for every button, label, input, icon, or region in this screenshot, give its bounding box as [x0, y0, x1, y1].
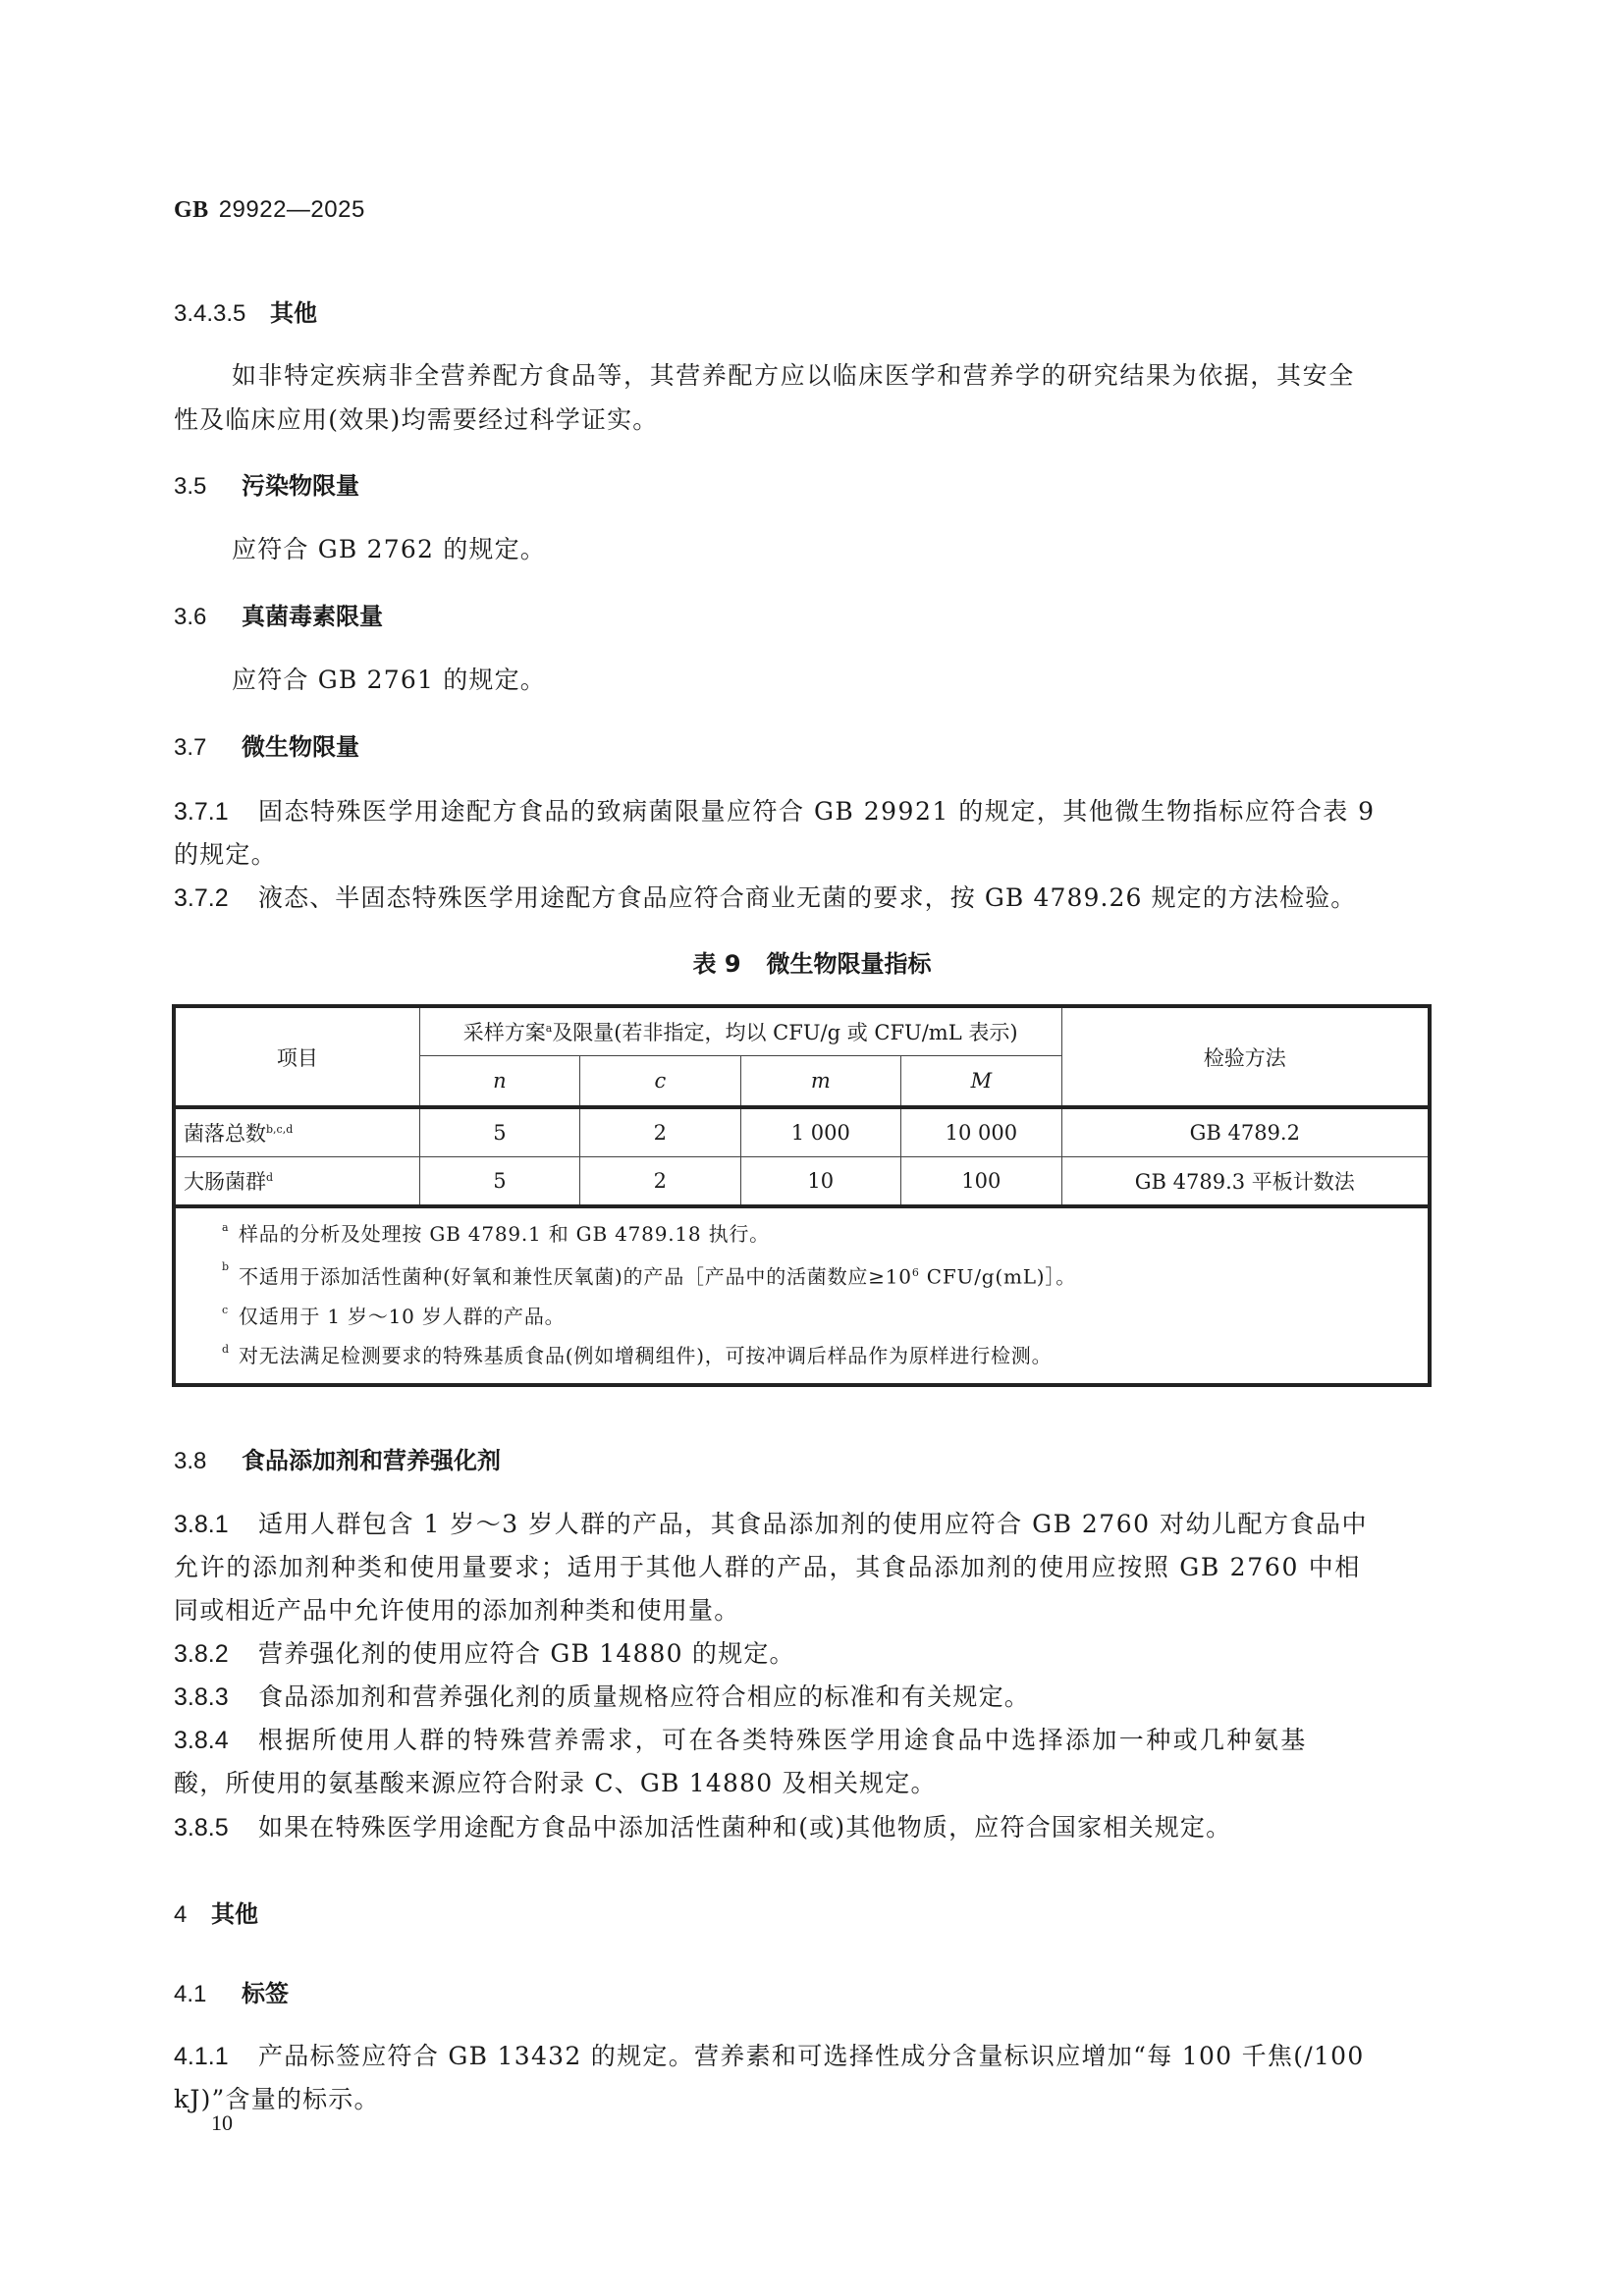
footnote-b: b 不适用于添加活性菌种(好氧和兼性厌氧菌)的产品［产品中的活菌数应$\ge 10^6$ CFU/g(mL)］。 [222, 1260, 1077, 1289]
table-row [174, 1107, 1430, 1157]
col-header-c: c [580, 1056, 740, 1108]
table-9-caption-number: 表 9 [692, 950, 741, 978]
cell-c: 2 [580, 1107, 740, 1157]
cell-n: 5 [419, 1107, 579, 1157]
table-9-caption [0, 944, 1624, 979]
section-3-5-text: 应符合 GB 2762 的规定。 [232, 535, 547, 563]
section-3-8-1-line-2: 允许的添加剂种类和使用量要求；适用于其他人群的产品，其食品添加剂的使用应按照 GB 2760 中相 [174, 1553, 1362, 1581]
section-3-8-2: 3.8.2 营养强化剂的使用应符合 GB 14880 的规定。 [174, 1639, 795, 1668]
cell-m: 1 000 [740, 1107, 901, 1157]
section-4-1-heading: 4.1 标签 [174, 1980, 289, 2007]
table-header-row [174, 1006, 1430, 1056]
row-item-name: 大肠菌群$^d$ [174, 1157, 419, 1207]
section-3-7-1-line-2: 的规定。 [174, 840, 277, 869]
section-3-7-2: 3.7.2 液态、半固态特殊医学用途配方食品应符合商业无菌的要求，按 GB 4789.26 规定的方法检验。 [174, 883, 1357, 912]
section-4-1-1-line-1: 4.1.1 产品标签应符合 GB 13432 的规定。营养素和可选择性成分含量标识应增加“每 100 千焦(/100 [174, 2042, 1365, 2070]
col-header-M: M [901, 1056, 1062, 1108]
row-item-name: 菌落总数$^{b,c,d}$ [174, 1107, 419, 1157]
cell-M: 100 [901, 1157, 1062, 1207]
section-4-1-1-line-2: kJ)”含量的标示。 [174, 2085, 380, 2113]
page-number: 10 [211, 2110, 233, 2135]
section-3-6-text: 应符合 GB 2761 的规定。 [232, 666, 547, 694]
section-3-7-heading: 3.7 微生物限量 [174, 733, 359, 761]
cell-M: 10 000 [901, 1107, 1062, 1157]
section-3-8-5: 3.8.5 如果在特殊医学用途配方食品中添加活性菌种和(或)其他物质，应符合国家相关规定。 [174, 1813, 1232, 1842]
cell-c: 2 [580, 1157, 740, 1207]
section-4-heading: 4 其他 [174, 1900, 258, 1928]
cell-n: 5 [419, 1157, 579, 1207]
col-header-sampling-plan: 采样方案$^a$及限量(若非指定，均以 CFU/g 或 CFU/mL 表示) [419, 1006, 1061, 1056]
section-3-8-3: 3.8.3 食品添加剂和营养强化剂的质量规格应符合相应的标准和有关规定。 [174, 1682, 1031, 1711]
standard-number: 29922—2025 [218, 196, 365, 223]
col-header-test-method: 检验方法 [1061, 1006, 1430, 1107]
footnote-c: c 仅适用于 1 岁～10 岁人群的产品。 [222, 1303, 566, 1328]
col-header-m: m [740, 1056, 901, 1108]
section-3-8-4-line-1: 3.8.4 根据所使用人群的特殊营养需求，可在各类特殊医学用途食品中选择添加一种或几种氨基 [174, 1726, 1308, 1754]
col-header-item: 项目 [174, 1006, 419, 1107]
table-footnotes-row [174, 1206, 1430, 1385]
section-3-4-3-5-para-line-2: 性及临床应用(效果)均需要经过科学证实。 [174, 405, 659, 434]
footnote-a: a 样品的分析及处理按 GB 4789.1 和 GB 4789.18 执行。 [222, 1221, 770, 1246]
section-3-8-heading: 3.8 食品添加剂和营养强化剂 [174, 1447, 501, 1474]
cell-method: GB 4789.3 平板计数法 [1061, 1157, 1430, 1207]
cell-m: 10 [740, 1157, 901, 1207]
cell-method: GB 4789.2 [1061, 1107, 1430, 1157]
standard-header [174, 196, 365, 224]
section-3-4-3-5-para-line-1: 如非特定疾病非全营养配方食品等，其营养配方应以临床医学和营养学的研究结果为依据，其安全 [232, 361, 1355, 390]
table-9-caption-title: 微生物限量指标 [766, 950, 932, 978]
section-3-4-3-5-heading: 3.4.3.5 其他 [174, 299, 317, 327]
standard-prefix: GB [174, 197, 209, 223]
section-3-8-1-line-1: 3.8.1 适用人群包含 1 岁～3 岁人群的产品，其食品添加剂的使用应符合 GB 2760 对幼儿配方食品中 [174, 1510, 1368, 1538]
section-3-8-1-line-3: 同或相近产品中允许使用的添加剂种类和使用量。 [174, 1596, 740, 1625]
table-9-microbial-limits [172, 1004, 1432, 1387]
section-3-8-4-line-2: 酸，所使用的氨基酸来源应符合附录 C、GB 14880 及相关规定。 [174, 1769, 937, 1797]
section-3-6-heading: 3.6 真菌毒素限量 [174, 603, 383, 630]
section-3-5-heading: 3.5 污染物限量 [174, 472, 359, 500]
table-footnotes [174, 1206, 1430, 1385]
footnote-d: d 对无法满足检测要求的特殊基质食品(例如增稠组件)，可按冲调后样品作为原样进行检测。 [222, 1342, 1053, 1367]
col-header-n: n [419, 1056, 579, 1108]
table-row [174, 1157, 1430, 1207]
section-3-7-1-line-1: 3.7.1 固态特殊医学用途配方食品的致病菌限量应符合 GB 29921 的规定，其他微生物指标应符合表 9 [174, 797, 1376, 826]
